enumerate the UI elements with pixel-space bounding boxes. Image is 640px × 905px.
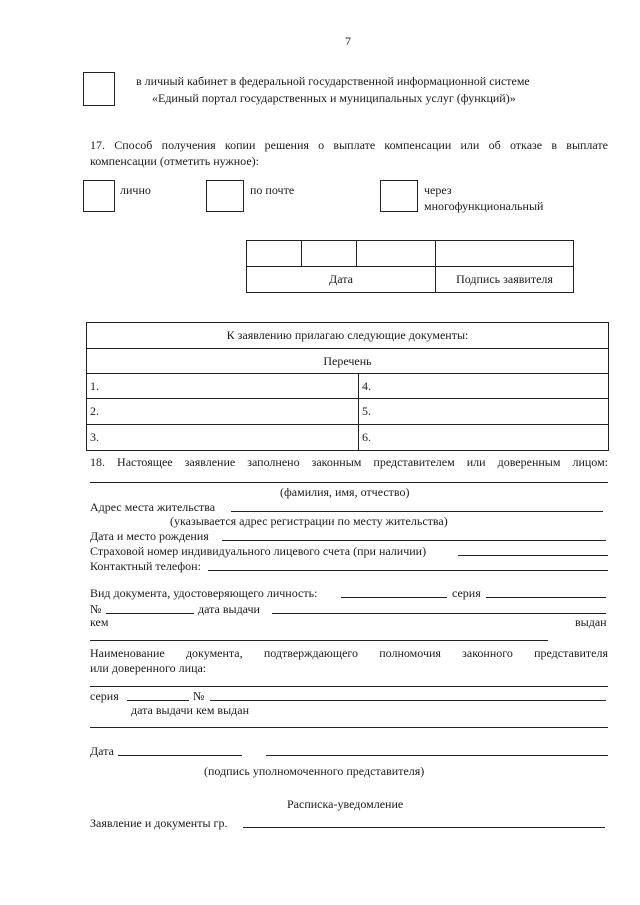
series-label: серия (452, 586, 481, 600)
section17-title-line1: 17. Способ получения копии решения о выплате компенсации или об отказе в выплате (90, 138, 608, 152)
mail-option-label: по почте (250, 183, 295, 197)
address-line[interactable] (231, 511, 603, 512)
address-label: Адрес места жительства (90, 500, 216, 514)
issue-info-line[interactable] (90, 727, 608, 728)
portal-option-line2: «Единый портал государственных и муниципальных услуг (функций)» (152, 91, 516, 105)
page-number: 7 (345, 34, 351, 48)
section17-title-line2: компенсации (отметить нужное): (90, 154, 259, 168)
mail-checkbox[interactable] (206, 180, 244, 212)
date-label: Дата (247, 267, 436, 293)
number2-label: № (193, 689, 205, 703)
signature-cell[interactable] (436, 241, 574, 267)
document-row-2[interactable]: 2. (87, 399, 359, 425)
series2-line[interactable] (127, 700, 189, 701)
section18-title: 18. Настоящее заявление заполнено законным представителем или доверенным лицом: (90, 455, 608, 469)
series-line[interactable] (486, 597, 606, 598)
signature-label: Подпись заявителя (436, 267, 574, 293)
phone-label: Контактный телефон: (90, 559, 201, 573)
mfc-option-label-line2: многофункциональный (424, 199, 544, 213)
document-row-1[interactable]: 1. (87, 374, 359, 399)
document-row-3[interactable]: 3. (87, 425, 359, 451)
issue-date-label: дата выдачи (198, 602, 260, 616)
snils-label: Страховой номер индивидуального лицевого счета (при наличии) (90, 544, 427, 558)
document-row-4[interactable]: 4. (359, 374, 609, 399)
portal-checkbox[interactable] (83, 72, 115, 106)
issued-by-label: кем (90, 615, 109, 629)
series2-label: серия (90, 689, 119, 703)
phone-line[interactable] (208, 570, 608, 571)
date-year-cell[interactable] (357, 241, 436, 267)
issue-info-label: дата выдачи кем выдан (131, 703, 250, 717)
receipt-line-label: Заявление и документы гр. (90, 816, 228, 830)
address-caption: (указывается адрес регистрации по месту жительства) (170, 514, 448, 528)
documents-table-header: К заявлению прилагаю следующие документы: (87, 323, 609, 349)
mfc-option-label-line1: через (424, 183, 452, 197)
receipt-name-line[interactable] (243, 827, 605, 828)
number-label: № (90, 602, 102, 616)
receipt-title: Расписка-уведомление (287, 797, 404, 811)
document-row-6[interactable]: 6. (359, 425, 609, 451)
birth-line[interactable] (222, 540, 606, 541)
sign-caption: (подпись уполномоченного представителя) (204, 764, 425, 778)
mfc-checkbox[interactable] (380, 180, 418, 212)
issued-label: выдан (575, 615, 607, 629)
id-doc-label: Вид документа, удостоверяющего личность: (90, 586, 318, 600)
authority-doc-line1: Наименование документа, подтверждающего полномочия законного представителя (90, 646, 608, 660)
date-month-cell[interactable] (302, 241, 357, 267)
portal-option-line1: в личный кабинет в федеральной государственной информационной системе (136, 74, 530, 88)
number-line[interactable] (106, 613, 194, 614)
date-day-cell[interactable] (247, 241, 302, 267)
representative-fio-line[interactable] (90, 482, 608, 483)
documents-list-label: Перечень (87, 349, 609, 374)
personal-option-label: лично (120, 183, 151, 197)
document-row-5[interactable]: 5. (359, 399, 609, 425)
sign-table (246, 240, 574, 293)
snils-line[interactable] (458, 555, 608, 556)
id-doc-type-line[interactable] (341, 597, 447, 598)
issued-by-line[interactable] (90, 640, 548, 641)
signature-line-18[interactable] (266, 755, 608, 756)
number2-line[interactable] (210, 700, 606, 701)
birth-label: Дата и место рождения (90, 529, 209, 543)
authority-doc-line[interactable] (90, 686, 608, 687)
date-label-18: Дата (90, 744, 114, 758)
issue-date-line[interactable] (272, 613, 606, 614)
documents-table (86, 322, 609, 451)
fio-caption: (фамилия, имя, отчество) (280, 485, 410, 499)
authority-doc-line2: или доверенного лица: (90, 661, 207, 675)
date-line-18[interactable] (118, 755, 242, 756)
personal-checkbox[interactable] (83, 180, 115, 212)
